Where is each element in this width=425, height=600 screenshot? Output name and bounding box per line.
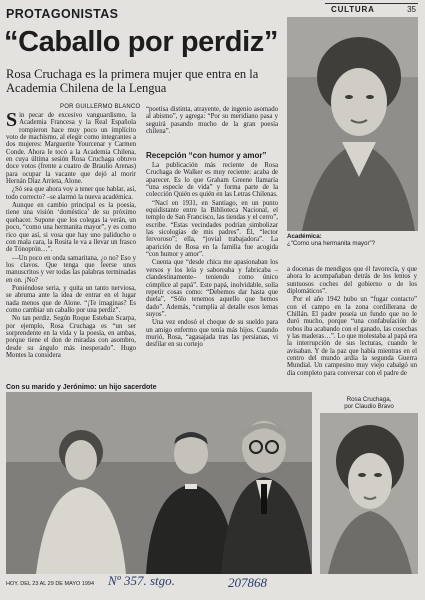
page-number: 35	[407, 5, 416, 14]
byline: POR GUILLERMO BLANCO	[60, 104, 141, 110]
caption-text: por Claudio Bravo	[344, 403, 394, 411]
headline: “Caballo por perdiz”	[4, 26, 278, 58]
paragraph: Por el año 1942 hubo un “fugar contacto” con el campo en la zona cordillerana de Chillán. El padre poseía un fundo que no le duró mucho, porque “una confabulación de robos iba acabando con el ganado, las cosechas y las maderas…”. Lo que molestaba al papá era la interrupción de sus lecturas, cuando le avisaban. Y de la paz que había mientras en el centro del mundo ardía la segunda Guerra Mundial. Un campesino muy viejo cabalgó un día completo para conversar con el padre de	[287, 296, 417, 377]
caption-title: Académica:	[287, 233, 322, 240]
page-header	[325, 3, 418, 16]
photo-caption-top	[287, 233, 375, 247]
photo-family	[6, 392, 312, 574]
photo-caption-group: Con su marido y Jerónimo: un hijo sacerdote	[6, 384, 157, 391]
article-column-2	[146, 162, 278, 378]
paragraph: —Un poco en onda samaritana, ¿o no? Eso y los clavos. Que tenga que leerse unos manuscritos y ver todas las palabras terminadas en on. ¡No?	[6, 254, 136, 284]
paragraph: ¿Só sea que ahora voy a tener que hablar, así, todo correcto? –se alarmó la nueva académica.	[6, 186, 136, 201]
paragraph: a docenas de mendigos que él favorecía, y que ahora lo acompañaban detrás de los lentos y suntuosos coches del gobierno o de los diplomáticos”.	[287, 266, 417, 296]
subheadline: Rosa Cruchaga es la primera mujer que entra en la Academia Chilena de la Lengua	[6, 67, 259, 95]
category-label: CULTURA	[331, 5, 375, 14]
caption-text: ¿“Como una hermanita mayor”?	[287, 240, 376, 248]
photo-academica	[287, 17, 418, 231]
paragraph: No tan perdiz. Según Roque Esteban Scarpa, por ejemplo, Rosa Cruchaga es “un ser sorprendente en la vida y la poesía, en ambas, porque tiene el don de miradas con asombro, desde su ángulo más inesperado”. Hugo Montes la considera	[6, 315, 136, 359]
paragraph: “Nací en 1931, en Santiago, en un punto equidistante entre la Biblioteca Nacional, el templo de San Francisco, las tiendas y el cerro”, escribe. “Estas vecindades podrían simbolizar las sicologías de mis padres”. Él, “lector fervoroso”; ella, “jovial trabajadora”. La aparición de Rosa en la familia fue acogida “con humor y amor”.	[146, 199, 278, 259]
handwritten-note-right: 207868	[228, 575, 267, 590]
paragraph: Una vez endosó el cheque de su sueldo para un amigo enfermo que tenía más hijos. Cuando murió, Rosa, “agasajada tras las persianas, vi desfilar en su cortejo	[146, 319, 278, 349]
paragraph: Cuenta que “desde chica me apasionaban los versos y los leía y saboreaba y fabricaba –clandestinamente– teniendo como único cómplice al papá”. Este papá, inolvidable, solía repetir cosas como: “Debemos dar hasta que duela”, “Sólo tenemos aquello que hemos dado”. Además, “cumplía al detalle esos lemas suyos”.	[146, 259, 278, 318]
paragraph: Sin pecar de excesivo vanguardismo, la Academia Francesa y la Real Española rompieron hace muy poco un implícito voto de machismo, al elegir como integrantes a dos mujeres: Marguerite Yourcenar y Carmen Conde. Ahora le tocó a la Academia Chilena, en cuya última sesión Rosa Cruchaga obtuvo doce votos (frente a cuatro de Braulio Arenas) para ocupar la vacante que dejó al morir Hernán Díaz Arrieta, Alone.	[6, 112, 136, 186]
paragraph: “poetisa distinta, atrayente, de ingenio asomado al abismo”, y agrega: “Por su meridiano pasa y seguirá pasando mucho de la gran poesía chilena”.	[146, 106, 278, 136]
paragraph: Aunque en cambio principal es la poesía, tiene una visión ‘doméstica’ de su próximo quehacer. Supone que los colegas la verán, un poco, “como una hermanita mayor”, y es como rico que así, si vosa que hay uno paliducho o con mala cara, la Rosita le va a llevar un frasco de Tónoprón…”.	[6, 202, 136, 254]
section-subhead: Recepción “con humor y amor”	[146, 151, 267, 160]
section-label: PROTAGONISTAS	[6, 7, 119, 21]
footer-date: HOY. DEL 23 AL 29 DE MAYO 1994	[6, 581, 95, 587]
article-column-2-top	[146, 106, 278, 149]
photo-portrait	[320, 413, 418, 574]
handwritten-note-left: Nº 357. stgo.	[108, 573, 175, 588]
photo-caption-portrait	[320, 396, 418, 410]
caption-title: Rosa Cruchaga,	[346, 396, 392, 403]
paragraph: Poniéndose seria, y quita un tanto nerviosa, se abruma ante la idea de entrar en el lugar nada menos que de Alone. “¡Te imaginas? Es como cambiar un caballo por una perdiz”.	[6, 284, 136, 314]
portrait-photo-image	[287, 17, 418, 231]
drop-cap: S	[6, 112, 18, 131]
article-column-1	[6, 112, 136, 378]
painting-image	[320, 413, 418, 574]
article-column-3	[287, 266, 417, 378]
paragraph: La publicación más reciente de Rosa Cruchaga de Walker es muy reciente: acaba de aparecer. Es lo que Graham Greene llamaría “una especie de vida” y forma parte de la colección Quién es quién en las Letras Chilenas.	[146, 162, 278, 199]
group-photo-image	[6, 392, 312, 574]
